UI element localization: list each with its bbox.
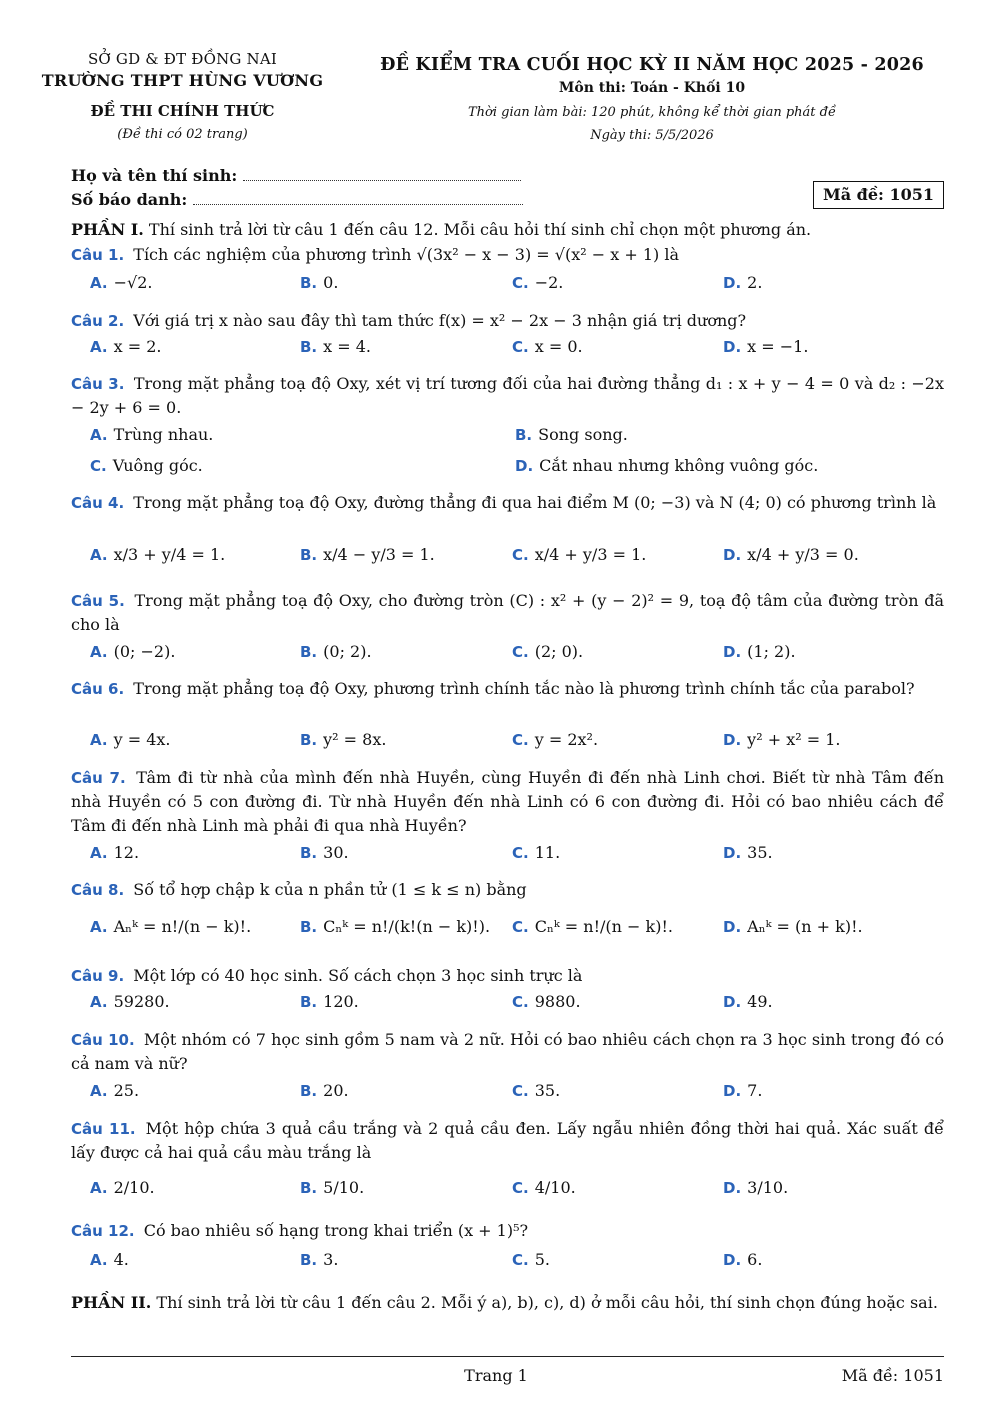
option-letter: C. xyxy=(512,1179,529,1197)
option-text: 35. xyxy=(534,1081,561,1100)
option-text: 6. xyxy=(747,1250,763,1269)
option-letter: C. xyxy=(512,338,529,356)
option-c[interactable] xyxy=(512,642,583,661)
option-letter: D. xyxy=(723,993,742,1011)
option-d[interactable] xyxy=(723,917,863,936)
option-a[interactable] xyxy=(90,545,225,564)
option-text: Song song. xyxy=(538,425,628,444)
option-letter: B. xyxy=(515,426,533,444)
option-c[interactable] xyxy=(90,456,203,475)
question-text: Trong mặt phẳng toạ độ Oxy, phương trình chính tắc nào là phương trình chính tắc của parabol? xyxy=(133,679,915,698)
part2-title: PHẦN II. xyxy=(71,1293,152,1312)
question-text: Tâm đi từ nhà của mình đến nhà Huyền, cùng Huyền đi đến nhà Linh chơi. Biết từ nhà Tâm đến nhà Huyền có 5 con đường đi. Từ nhà Huyền đến nhà Linh có 6 con đường đi. Hỏi có bao nhiêu cách để Tâm đi đến nhà Linh mà phải đi qua nhà Huyền? xyxy=(71,768,945,835)
option-text: 0. xyxy=(323,273,339,292)
option-letter: A. xyxy=(90,1251,108,1269)
option-letter: C. xyxy=(512,546,529,564)
exam-date: Ngày thi: 5/5/2026 xyxy=(590,128,714,143)
option-b[interactable] xyxy=(300,1178,364,1197)
student-name-row xyxy=(71,166,521,185)
option-b[interactable] xyxy=(515,425,628,444)
option-c[interactable] xyxy=(512,843,560,862)
option-letter: D. xyxy=(723,1082,742,1100)
option-d[interactable] xyxy=(723,337,808,356)
option-letter: B. xyxy=(300,546,318,564)
option-letter: D. xyxy=(723,918,742,936)
question-number: Câu 2. xyxy=(71,312,125,330)
option-text: Vuông góc. xyxy=(112,456,203,475)
option-text: 2/10. xyxy=(113,1178,155,1197)
question-5-options xyxy=(90,642,944,666)
option-letter: B. xyxy=(300,643,318,661)
option-b[interactable] xyxy=(300,730,386,749)
page-number: Trang 1 xyxy=(464,1366,528,1385)
option-c[interactable] xyxy=(512,730,598,749)
option-text: Cₙᵏ = n!/(n − k)!. xyxy=(534,917,673,936)
option-letter: D. xyxy=(723,338,742,356)
official-label: ĐỀ THI CHÍNH THỨC xyxy=(90,102,275,120)
option-letter: C. xyxy=(512,274,529,292)
option-a[interactable] xyxy=(90,425,213,444)
option-text: y = 4x. xyxy=(113,730,171,749)
option-text: y² + x² = 1. xyxy=(747,730,841,749)
option-text: 120. xyxy=(323,992,359,1011)
option-a[interactable] xyxy=(90,337,161,356)
option-letter: B. xyxy=(300,1251,318,1269)
question-6-options xyxy=(90,730,944,754)
page-count-note: (Đề thi có 02 trang) xyxy=(117,127,248,142)
option-letter: C. xyxy=(512,844,529,862)
question-text: Tích các nghiệm của phương trình √(3x² − x − 3) = √(x² − x + 1) là xyxy=(133,245,679,264)
option-letter: B. xyxy=(300,1179,318,1197)
option-letter: C. xyxy=(512,918,529,936)
footer-divider xyxy=(71,1356,944,1357)
question-2-options xyxy=(90,337,944,361)
option-letter: B. xyxy=(300,918,318,936)
option-letter: A. xyxy=(90,643,108,661)
option-letter: A. xyxy=(90,274,108,292)
question-4-options xyxy=(90,545,944,569)
option-a[interactable] xyxy=(90,1081,139,1100)
question-10-options xyxy=(90,1081,944,1105)
question-11 xyxy=(71,1117,944,1165)
option-letter: A. xyxy=(90,1082,108,1100)
question-3-options-row2 xyxy=(90,456,944,480)
question-8-options xyxy=(90,917,944,941)
option-letter: A. xyxy=(90,338,108,356)
question-2 xyxy=(71,309,944,333)
option-letter: B. xyxy=(300,993,318,1011)
option-letter: D. xyxy=(723,844,742,862)
exam-code-box: Mã đề: 1051 xyxy=(813,181,944,209)
option-letter: A. xyxy=(90,1179,108,1197)
option-letter: A. xyxy=(90,993,108,1011)
option-text: x/4 − y/3 = 1. xyxy=(323,545,435,564)
option-c[interactable] xyxy=(512,273,563,292)
option-letter: B. xyxy=(300,274,318,292)
option-c[interactable] xyxy=(512,1178,576,1197)
option-text: y² = 8x. xyxy=(323,730,387,749)
option-b[interactable] xyxy=(300,1081,349,1100)
option-text: 4. xyxy=(113,1250,129,1269)
option-d[interactable] xyxy=(723,992,773,1011)
option-letter: A. xyxy=(90,918,108,936)
option-b[interactable] xyxy=(300,337,371,356)
part2-desc: Thí sinh trả lời từ câu 1 đến câu 2. Mỗi ý a), b), c), d) ở mỗi câu hỏi, thí sinh chọn đúng hoặc sai. xyxy=(156,1293,938,1312)
option-text: (0; −2). xyxy=(113,642,176,661)
option-a[interactable] xyxy=(90,642,175,661)
option-d[interactable] xyxy=(723,545,859,564)
question-number: Câu 4. xyxy=(71,494,125,512)
question-3-options-row1 xyxy=(90,425,944,449)
option-text: (1; 2). xyxy=(747,642,796,661)
option-letter: C. xyxy=(512,731,529,749)
option-text: 5. xyxy=(534,1250,550,1269)
question-text: Trong mặt phẳng toạ độ Oxy, cho đường tròn (C) : x² + (y − 2)² = 9, toạ độ tâm của đường tròn đã cho là xyxy=(71,591,944,634)
exam-subject: Môn thi: Toán - Khối 10 xyxy=(558,80,746,96)
question-text: Trong mặt phẳng toạ độ Oxy, đường thẳng đi qua hai điểm M (0; −3) và N (4; 0) có phương trình là xyxy=(133,493,937,512)
question-7-options xyxy=(90,843,944,867)
option-text: (2; 0). xyxy=(534,642,584,661)
option-text: 4/10. xyxy=(534,1178,576,1197)
option-text: 49. xyxy=(747,992,773,1011)
option-text: Cₙᵏ = n!/(k!(n − k)!). xyxy=(323,917,491,936)
option-text: −√2. xyxy=(113,273,153,292)
option-letter: D. xyxy=(515,457,534,475)
option-letter: B. xyxy=(300,338,318,356)
option-c[interactable] xyxy=(512,917,673,936)
option-text: (0; 2). xyxy=(323,642,372,661)
option-text: y = 2x². xyxy=(534,730,599,749)
part1-instructions xyxy=(71,218,944,241)
student-id-blank[interactable] xyxy=(193,193,523,205)
option-a[interactable] xyxy=(90,843,139,862)
option-b[interactable] xyxy=(300,917,490,936)
option-text: 2. xyxy=(747,273,763,292)
option-letter: D. xyxy=(723,643,742,661)
option-letter: C. xyxy=(512,643,529,661)
question-number: Câu 9. xyxy=(71,967,125,985)
question-number: Câu 3. xyxy=(71,375,125,393)
option-a[interactable] xyxy=(90,730,171,749)
option-text: x = 4. xyxy=(323,337,372,356)
question-6 xyxy=(71,677,944,701)
option-text: 12. xyxy=(113,843,140,862)
option-letter: B. xyxy=(300,1082,318,1100)
question-number: Câu 12. xyxy=(71,1222,135,1240)
question-1-options xyxy=(90,273,944,297)
option-b[interactable] xyxy=(300,545,435,564)
exam-time: Thời gian làm bài: 120 phút, không kể thời gian phát đề xyxy=(468,105,836,120)
header-right xyxy=(352,55,952,143)
option-a[interactable] xyxy=(90,273,152,292)
option-c[interactable] xyxy=(512,1250,550,1269)
option-text: 25. xyxy=(113,1081,140,1100)
option-c[interactable] xyxy=(512,1081,560,1100)
option-text: 20. xyxy=(323,1081,349,1100)
question-9-options xyxy=(90,992,944,1016)
question-10 xyxy=(71,1028,944,1076)
option-letter: C. xyxy=(90,457,107,475)
option-letter: A. xyxy=(90,731,108,749)
header-left xyxy=(20,50,345,142)
question-3 xyxy=(71,372,944,420)
question-9 xyxy=(71,964,944,988)
option-letter: D. xyxy=(723,731,742,749)
option-a[interactable] xyxy=(90,992,170,1011)
option-d[interactable] xyxy=(515,456,818,475)
option-text: 30. xyxy=(323,843,349,862)
option-text: x = 2. xyxy=(113,337,162,356)
question-8 xyxy=(71,878,944,902)
question-number: Câu 11. xyxy=(71,1120,136,1138)
option-letter: C. xyxy=(512,993,529,1011)
option-letter: D. xyxy=(723,1251,742,1269)
option-letter: A. xyxy=(90,546,108,564)
question-text: Trong mặt phẳng toạ độ Oxy, xét vị trí tương đối của hai đường thẳng d₁ : x + y − 4 = 0 và d₂ : −2x − 2y + 6 = 0. xyxy=(71,374,945,417)
school-name: TRƯỜNG THPT HÙNG VƯƠNG xyxy=(41,71,324,90)
option-text: 9880. xyxy=(534,992,581,1011)
option-text: 7. xyxy=(747,1081,763,1100)
option-text: x = 0. xyxy=(534,337,583,356)
footer-exam-code: Mã đề: 1051 xyxy=(841,1366,944,1385)
question-text: Một hộp chứa 3 quả cầu trắng và 2 quả cầu đen. Lấy ngẫu nhiên đồng thời hai quả. Xác suất để lấy được cả hai quả cầu màu trắng là xyxy=(71,1119,944,1162)
option-b[interactable] xyxy=(300,642,372,661)
option-d[interactable] xyxy=(723,843,773,862)
option-letter: A. xyxy=(90,844,108,862)
option-letter: C. xyxy=(512,1251,529,1269)
question-text: Một nhóm có 7 học sinh gồm 5 nam và 2 nữ. Hỏi có bao nhiêu cách chọn ra 3 học sinh trong đó có cả nam và nữ? xyxy=(71,1030,944,1073)
part2-instructions xyxy=(71,1291,944,1314)
option-text: 3. xyxy=(323,1250,339,1269)
option-d[interactable] xyxy=(723,1178,788,1197)
option-b[interactable] xyxy=(300,843,349,862)
part1-title: PHẦN I. xyxy=(71,220,144,239)
question-text: Có bao nhiêu số hạng trong khai triển (x + 1)⁵? xyxy=(143,1221,529,1240)
option-d[interactable] xyxy=(723,642,796,661)
question-4 xyxy=(71,491,944,515)
option-b[interactable] xyxy=(300,1250,338,1269)
question-12-options xyxy=(90,1250,944,1274)
option-c[interactable] xyxy=(512,992,581,1011)
option-d[interactable] xyxy=(723,1250,762,1269)
option-letter: D. xyxy=(723,1179,742,1197)
option-a[interactable] xyxy=(90,1250,129,1269)
question-12 xyxy=(71,1219,944,1243)
option-text: Cắt nhau nhưng không vuông góc. xyxy=(539,456,819,475)
question-5 xyxy=(71,589,944,637)
question-number: Câu 6. xyxy=(71,680,125,698)
question-text: Một lớp có 40 học sinh. Số cách chọn 3 học sinh trực là xyxy=(133,966,583,985)
option-letter: D. xyxy=(723,274,742,292)
option-text: x/4 + y/3 = 0. xyxy=(747,545,859,564)
option-text: x = −1. xyxy=(747,337,809,356)
question-number: Câu 1. xyxy=(71,246,125,264)
option-c[interactable] xyxy=(512,337,583,356)
option-text: 59280. xyxy=(113,992,170,1011)
option-d[interactable] xyxy=(723,1081,762,1100)
option-letter: A. xyxy=(90,426,108,444)
option-text: Aₙᵏ = n!/(n − k)!. xyxy=(113,917,252,936)
option-d[interactable] xyxy=(723,273,762,292)
student-name-blank[interactable] xyxy=(243,169,521,181)
option-a[interactable] xyxy=(90,917,251,936)
question-11-options xyxy=(90,1178,944,1202)
question-7 xyxy=(71,766,944,838)
question-number: Câu 10. xyxy=(71,1031,135,1049)
student-id-label: Số báo danh: xyxy=(71,190,188,209)
option-text: Trùng nhau. xyxy=(113,425,214,444)
option-letter: C. xyxy=(512,1082,529,1100)
question-1 xyxy=(71,243,944,267)
option-text: x/3 + y/4 = 1. xyxy=(113,545,226,564)
department-name: SỞ GD & ĐT ĐỒNG NAI xyxy=(87,50,278,68)
option-b[interactable] xyxy=(300,992,359,1011)
option-d[interactable] xyxy=(723,730,840,749)
question-number: Câu 7. xyxy=(71,769,126,787)
option-text: 35. xyxy=(747,843,773,862)
option-letter: D. xyxy=(723,546,742,564)
question-text: Với giá trị x nào sau đây thì tam thức f(x) = x² − 2x − 3 nhận giá trị dương? xyxy=(133,311,747,330)
option-b[interactable] xyxy=(300,273,338,292)
option-text: −2. xyxy=(534,273,564,292)
option-c[interactable] xyxy=(512,545,646,564)
option-text: x/4 + y/3 = 1. xyxy=(534,545,647,564)
option-text: Aₙᵏ = (n + k)!. xyxy=(747,917,863,936)
option-text: 11. xyxy=(534,843,561,862)
option-letter: B. xyxy=(300,731,318,749)
option-text: 5/10. xyxy=(323,1178,365,1197)
student-name-label: Họ và tên thí sinh: xyxy=(71,166,238,185)
option-text: 3/10. xyxy=(747,1178,789,1197)
option-letter: B. xyxy=(300,844,318,862)
part1-desc: Thí sinh trả lời từ câu 1 đến câu 12. Mỗi câu hỏi thí sinh chỉ chọn một phương án. xyxy=(148,220,812,239)
exam-title: ĐỀ KIỂM TRA CUỐI HỌC KỲ II NĂM HỌC 2025 - 2026 xyxy=(380,55,924,75)
question-text: Số tổ hợp chập k của n phần tử (1 ≤ k ≤ n) bằng xyxy=(133,880,527,899)
question-number: Câu 5. xyxy=(71,592,125,610)
option-a[interactable] xyxy=(90,1178,155,1197)
student-id-row xyxy=(71,190,523,209)
question-number: Câu 8. xyxy=(71,881,125,899)
